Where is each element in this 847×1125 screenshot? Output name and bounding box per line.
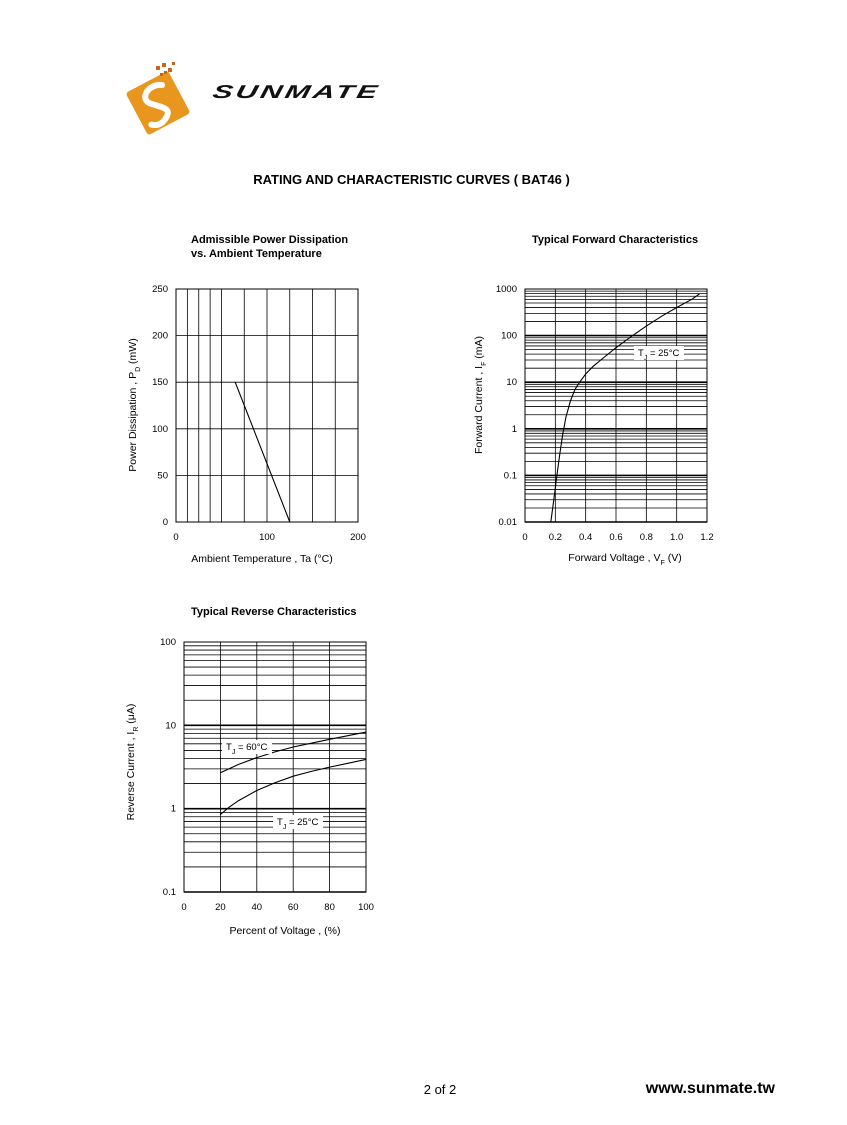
chart3-y-tick-label: 0.1 [162, 887, 176, 898]
chart1-y-axis-label: Power Dissipation , $P_D$ (mW) [127, 338, 142, 472]
chart3-x-axis-label: Percent of Voltage , (%) [229, 925, 341, 937]
chart1-x-tick-label: 200 [350, 532, 366, 543]
brand-name: SUNMATE [210, 82, 383, 103]
chart2-y-axis-label: Forward Current , $I_F$ (mA) [473, 335, 488, 455]
chart3-plot-frame [184, 642, 366, 892]
chart2-y-tick-label: 1 [511, 423, 517, 435]
chart2-y-tick-label: 1000 [495, 284, 517, 295]
chart3-x-tick-label: 80 [324, 902, 335, 913]
website-url: www.sunmate.tw [645, 1080, 775, 1097]
chart3-y-axis-label: Reverse Current , $I_R$ (μA) [125, 703, 140, 821]
chart2-y-tick-label: 10 [506, 377, 517, 389]
chart3-title: Typical Reverse Characteristics [191, 606, 357, 618]
chart2-x-tick-label: 0.4 [579, 532, 593, 543]
chart1-y-tick-label: 200 [152, 330, 168, 342]
chart1-y-tick-label: 100 [152, 423, 168, 435]
chart3-x-tick-label: 0 [181, 902, 187, 913]
chart1-y-tick-label: 0 [162, 517, 168, 528]
chart1-y-tick-label: 250 [152, 284, 168, 295]
chart3-annotation-tj60: $T_J = 60^\circ C$ [226, 742, 268, 756]
chart2-y-tick-label: 100 [501, 330, 517, 342]
chart2-x-tick-label: 1.0 [670, 532, 684, 543]
chart2-x-tick-label: 0.2 [548, 532, 562, 543]
page-number: 2 of 2 [423, 1082, 457, 1097]
chart1-series-line [235, 382, 290, 522]
chart2-x-tick-label: 0.6 [609, 532, 623, 543]
chart3-x-tick-label: 100 [358, 902, 374, 913]
chart2-series-line [551, 294, 700, 522]
chart2-x-tick-label: 0 [522, 532, 528, 543]
chart2-x-tick-label: 0.8 [639, 532, 653, 543]
chart1-x-tick-label: 0 [173, 532, 179, 543]
chart1-y-tick-label: 150 [152, 377, 168, 389]
chart1-x-tick-label: 100 [259, 532, 275, 543]
chart1-title-line2: vs. Ambient Temperature [191, 248, 322, 260]
chart2-y-tick-label: 0.01 [498, 517, 517, 528]
page-title: RATING AND CHARACTERISTIC CURVES ( BAT46 ) [253, 172, 570, 187]
chart3-y-tick-label: 1 [170, 803, 176, 815]
chart2-title: Typical Forward Characteristics [532, 234, 699, 246]
chart1-y-tick-label: 50 [157, 470, 168, 482]
chart3-x-tick-label: 60 [287, 902, 299, 913]
chart3-x-tick-label: 40 [251, 902, 263, 913]
chart3-y-tick-label: 100 [160, 637, 176, 648]
chart1-title-line1: Admissible Power Dissipation [191, 234, 349, 246]
chart3-x-tick-label: 20 [215, 902, 226, 913]
chart2-x-axis-label: Forward Voltage , $V_F$ (V) [568, 552, 682, 567]
chart2-annotation-tj25: $T_J = 25^\circ C$ [638, 348, 680, 362]
chart2-x-tick-label: 1.2 [700, 532, 714, 543]
chart2-y-tick-label: 0.1 [503, 470, 517, 482]
chart3-annotation-tj25: $T_J = 25^\circ C$ [277, 817, 319, 831]
chart3-y-tick-label: 10 [165, 720, 176, 732]
chart1-x-axis-label: Ambient Temperature , Ta (°C) [191, 553, 333, 565]
